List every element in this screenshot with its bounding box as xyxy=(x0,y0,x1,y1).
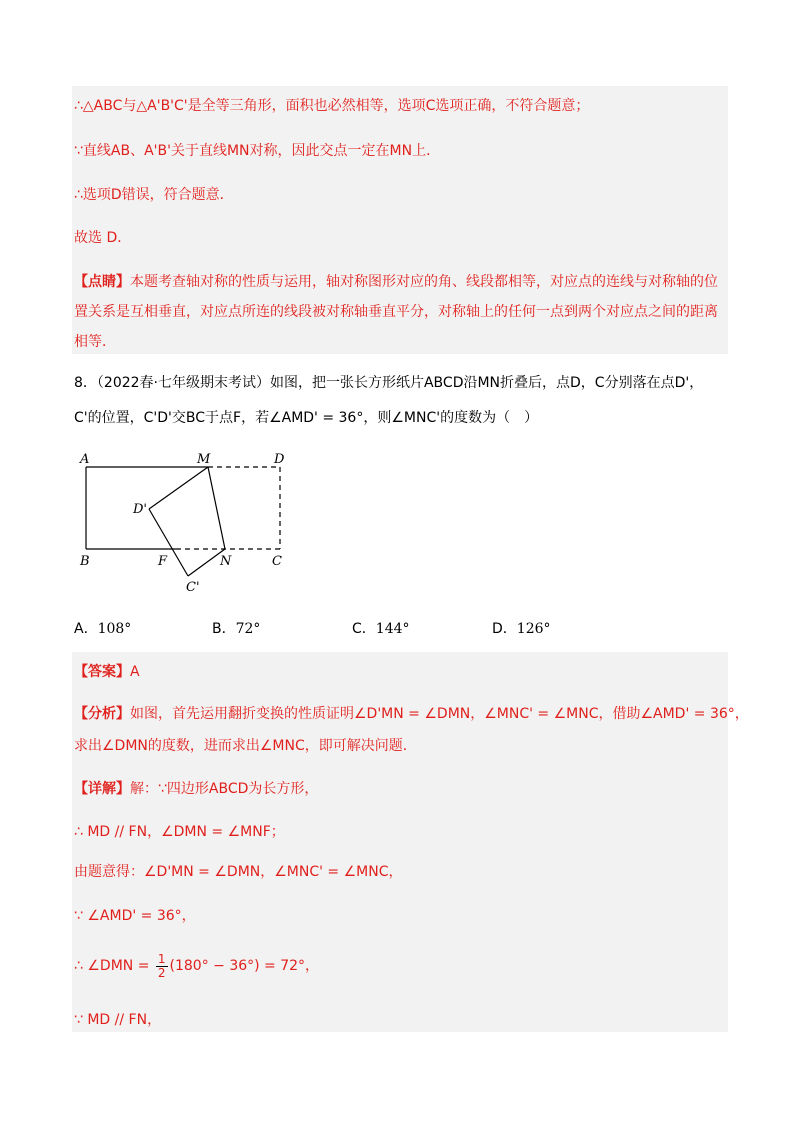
answer-tag: 【答案】 xyxy=(74,664,130,680)
edge-dprime-cprime xyxy=(149,509,188,576)
detail-5-prefix: ∴ ∠DMN = xyxy=(74,958,154,974)
option-b[interactable] xyxy=(212,618,260,638)
label-d: D xyxy=(274,452,285,467)
detail-line-4: ∵ ∠AMD' = 36°， xyxy=(74,908,196,924)
detail-line-5 xyxy=(74,952,726,980)
fraction-numerator: 1 xyxy=(157,951,166,966)
analysis-tag: 【分析】 xyxy=(74,706,130,722)
solution-line-3: ∴选项D错误，符合题意． xyxy=(74,187,234,203)
label-d-prime: D' xyxy=(133,502,147,517)
folded-rectangle-figure xyxy=(70,445,310,595)
detail-text-1: 解：∵四边形ABCD为长方形， xyxy=(130,781,319,797)
analysis-line-1 xyxy=(74,704,749,724)
solution-line-1: ∴△ABC与△A'B'C'是全等三角形，面积也必然相等，选项C选项正确，不符合题意； xyxy=(74,98,590,114)
label-c-prime: C' xyxy=(186,580,200,595)
option-d-letter: D． xyxy=(492,621,517,637)
label-m: M xyxy=(197,452,211,467)
detail-line-3: 由题意得：∠D'MN = ∠DMN，∠MNC' = ∠MNC， xyxy=(74,864,403,880)
option-c[interactable] xyxy=(352,618,410,638)
option-d-value: 126° xyxy=(516,621,551,637)
label-f: F xyxy=(158,554,168,569)
comment-line-1 xyxy=(74,272,726,292)
analysis-text-1: 如图，首先运用翻折变换的性质证明∠D'MN = ∠DMN，∠MNC' = ∠MNC，借助∠AMD' = 36°， xyxy=(130,706,749,722)
detail-5-suffix: (180° − 36°) = 72°， xyxy=(169,958,320,974)
solution-line-4: 故选 D． xyxy=(74,230,132,246)
detail-line-2: ∴ MD // FN，∠DMN = ∠MNF； xyxy=(74,824,285,840)
question-line-1: 8．（2022春·七年级期末考试）如图，把一张长方形纸片ABCD沿MN折叠后，点D，C分别落在点D'， xyxy=(74,375,704,391)
answer-line xyxy=(74,662,726,682)
option-c-letter: C． xyxy=(352,621,376,637)
option-c-value: 144° xyxy=(375,621,410,637)
fold-line-mn xyxy=(208,467,225,549)
option-b-letter: B． xyxy=(212,621,236,637)
question-line-2: C'的位置，C'D'交BC于点F，若∠AMD' = 36°，则∠MNC'的度数为（ ） xyxy=(74,410,539,426)
option-a-value: 108° xyxy=(97,621,132,637)
detail-tag: 【详解】 xyxy=(74,781,130,797)
detail-line-6: ∵ MD // FN， xyxy=(74,1012,162,1028)
comment-line-3: 相等． xyxy=(74,334,116,350)
comment-tag: 【点睛】 xyxy=(74,274,130,290)
option-a[interactable] xyxy=(74,618,131,638)
label-b: B xyxy=(80,554,90,569)
edge-md-prime xyxy=(149,467,208,509)
label-a: A xyxy=(80,452,90,467)
option-b-value: 72° xyxy=(235,621,261,637)
fraction-one-half xyxy=(156,953,168,980)
detail-line-1 xyxy=(74,779,726,799)
answer-value: A xyxy=(130,664,140,680)
comment-line-2: 置关系是互相垂直，对应点所连的线段被对称轴垂直平分，对称轴上的任何一点到两个对应点之间的距离 xyxy=(74,304,718,320)
label-n: N xyxy=(220,554,232,569)
analysis-line-2: 求出∠DMN的度数，进而求出∠MNC，即可解决问题． xyxy=(74,738,417,754)
label-c: C xyxy=(272,554,282,569)
option-a-letter: A． xyxy=(74,621,98,637)
option-d[interactable] xyxy=(492,618,551,638)
comment-text-1: 本题考查轴对称的性质与运用，轴对称图形对应的角、线段都相等，对应点的连线与对称轴的位 xyxy=(130,274,718,290)
fraction-denominator: 2 xyxy=(157,965,166,980)
solution-line-2: ∵直线AB、A'B'关于直线MN对称，因此交点一定在MN上． xyxy=(74,143,441,159)
